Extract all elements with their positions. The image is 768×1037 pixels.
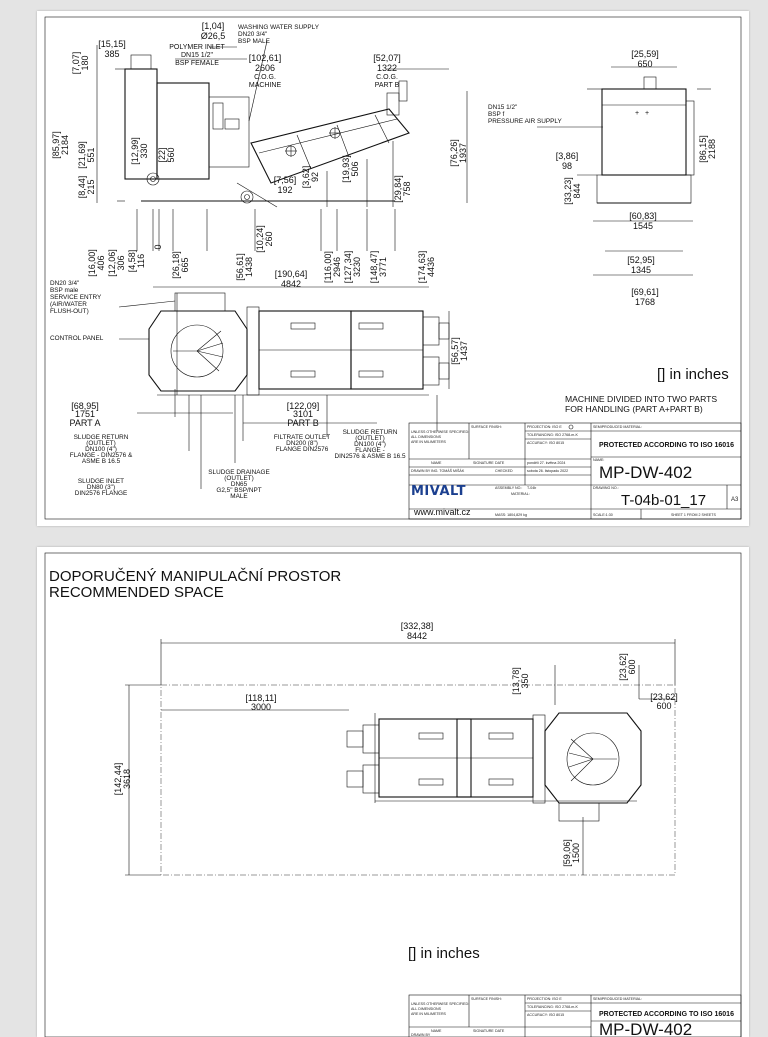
dim-mm: 385 (104, 49, 120, 59)
dim-mm: 2184 (60, 134, 70, 156)
tb-projection: PROJECTION: ISO E (527, 425, 562, 429)
tb-col-sign: SIGNATURE (473, 461, 494, 465)
part-a-label: PART A (69, 418, 101, 428)
service-entry-label: (AIR/WATER (50, 301, 87, 308)
inches-note: [] in inches (657, 366, 729, 383)
tb-col-name: NAME (431, 461, 442, 465)
dim-inch: [190,64] (274, 269, 308, 279)
tb-semiproduced: SEMIPRODUCED MATERIAL: (593, 425, 643, 429)
dim-inch: [15,15] (98, 39, 126, 49)
sludge-return-b-label: (OUTLET) (355, 435, 385, 442)
dim-inch: [10,24] (255, 225, 265, 253)
dim-zero: 0 (153, 244, 163, 250)
drawing-name-2: MP-DW-402 (599, 1020, 693, 1037)
dim-inch: [59,06] (562, 839, 572, 867)
tb-checked-date: sobota 26. listopadu 2022 (527, 469, 569, 473)
dim-inch: [56,61] (235, 253, 245, 281)
tb-projection: PROJECTION: ISO E (527, 997, 562, 1001)
dim-mm: 551 (86, 147, 96, 163)
dim-mm: 758 (402, 181, 412, 197)
sludge-return-spec: DN100 (4") (85, 446, 117, 453)
air-supply-spec: DN15 1/2" (488, 104, 518, 111)
dim-inch: [127,34] (343, 250, 353, 284)
filtrate-outlet-spec: DN200 (8") (286, 440, 318, 447)
tb-scale: SCALE:1:30 (593, 513, 613, 517)
dim-inch: [7,07] (71, 51, 81, 75)
tb-tolerance: TOLERANCING: ISO 2768-m-K (527, 433, 578, 437)
dim-mm: 560 (166, 147, 176, 163)
washing-water-spec: BSP MALE (238, 38, 270, 45)
dim-mm: 215 (86, 179, 96, 195)
tb-mass: MASS: 1804,829 kg (495, 513, 527, 517)
dim-inch: [19,93] (341, 155, 351, 183)
dim-mm: 98 (561, 161, 573, 171)
dim-mm: 600 (656, 701, 672, 711)
sheet2-title-cz: DOPORUČENÝ MANIPULAČNÍ PROSTOR (49, 568, 342, 585)
dim-inch: [52,95] (627, 255, 655, 265)
tb-material: MATERIAL: (511, 492, 530, 496)
dim-mm: 4436 (426, 256, 436, 278)
tb-col-sign: SIGNATURE (473, 1029, 494, 1033)
dim-inch: [116,00] (323, 251, 333, 283)
sludge-inlet-label: SLUDGE INLET (77, 478, 125, 485)
tb-accuracy: ACCURACY: ISO 8015 (527, 1013, 565, 1017)
sludge-return-spec: ASME B 16.5 (81, 458, 121, 465)
dim-inch: [26,18] (171, 251, 181, 279)
inches-note-2: [] in inches (408, 945, 480, 962)
tb-semiproduced: SEMIPRODUCED MATERIAL: (593, 997, 643, 1001)
cog-machine-label: C.O.G. (254, 74, 276, 81)
dim-mm: 406 (96, 255, 106, 271)
dim-inch: [33,23] (563, 177, 573, 205)
dim-mm: 1438 (244, 256, 254, 278)
dim-mm: 506 (350, 161, 360, 177)
sludge-drainage-label: (OUTLET) (224, 475, 254, 482)
tb-surface: SURFACE FINISH: (471, 425, 502, 429)
drawing-sheet-1 (37, 11, 749, 526)
dim-inch: [174,63] (417, 250, 427, 284)
dim-mm: 1545 (632, 221, 654, 231)
dim-mm: 3618 (122, 768, 132, 790)
protected-notice: PROTECTED ACCORDING TO ISO 16016 (599, 442, 734, 449)
dim-inch: [22] (157, 147, 167, 163)
air-supply-spec: BSP f (488, 111, 505, 118)
sludge-return-b-label: SLUDGE RETURN (342, 429, 398, 436)
polymer-inlet-spec: BSP FEMALE (175, 60, 219, 67)
machine-plan (347, 713, 641, 821)
technical-drawing-2 (37, 547, 749, 1037)
dim-inch: [118,11] (245, 693, 277, 703)
tb-name-label: NAME: (593, 458, 605, 462)
sheet2-title-en: RECOMMENDED SPACE (49, 584, 224, 601)
dim-mm: 1937 (458, 142, 468, 164)
dim-inch: [68,95] (71, 401, 99, 411)
dim-mm: 3000 (250, 702, 272, 712)
divided-note: MACHINE DIVIDED INTO TWO PARTS (565, 394, 718, 404)
dim-inch: [29,84] (393, 175, 403, 203)
tb-assembly-no: T-04b (527, 486, 537, 490)
dim-inch: [12,06] (107, 249, 117, 277)
sludge-return-b-spec: DIN2576 & ASME B 16.5 (334, 453, 406, 460)
filtrate-outlet-label: FILTRATE OUTLET (273, 434, 331, 441)
tb-surface: SURFACE FINISH: (471, 997, 502, 1001)
dim-inch: [332,38] (400, 621, 434, 631)
dim-mm: 600 (627, 659, 637, 675)
sludge-drainage-spec: DN65 (230, 481, 248, 488)
tb-col-date: DATE (495, 1029, 505, 1033)
dim-inch: [60,83] (629, 211, 657, 221)
dim-inch: [142,44] (113, 762, 123, 796)
dim-inch: [52,07] (373, 53, 401, 63)
dim-mm: 1768 (634, 297, 656, 307)
mivalt-logo: MIVALT (411, 484, 467, 499)
dim-inch: [23,62] (618, 653, 628, 681)
dim-inch: [4,58] (127, 249, 137, 273)
dim-mm: 116 (136, 253, 146, 269)
dim-mm: 2946 (332, 256, 342, 278)
dim-inch: [56,57] (450, 337, 460, 365)
dim-inch: [1,04] (201, 21, 225, 31)
cog-machine-label: MACHINE (248, 82, 282, 89)
dim-inch: [13,78] (511, 667, 521, 695)
dim-mm: 3230 (352, 256, 362, 278)
dim-inch: [102,61] (248, 53, 282, 63)
sludge-return-b-spec: FLANGE - (355, 447, 385, 454)
tb-drawn-date: pondělí 27. května 2024 (527, 461, 566, 465)
service-entry-spec: BSP male (50, 287, 79, 294)
air-supply-label: PRESSURE AIR SUPPLY (488, 118, 562, 125)
dim-inch: [12,99] (130, 137, 140, 165)
divided-note: FOR HANDLING (PART A+PART B) (565, 404, 703, 414)
side-view (97, 41, 467, 251)
dim-inch: [76,26] (449, 139, 459, 167)
washing-water-spec: DN20 3/4" (238, 31, 268, 38)
tb-col-name: NAME (431, 1029, 442, 1033)
dim-mm: 350 (520, 673, 530, 689)
tb-note: UNLESS OTHERWISE SPECIFIED: (411, 1002, 470, 1006)
drawing-number: T-04b-01_17 (621, 492, 707, 509)
dim-mm: 2188 (707, 138, 717, 160)
dim-inch: [23,62] (650, 692, 678, 702)
dim-inch: [3,86] (555, 151, 579, 161)
tb-drawn-by: DRAWN BY (411, 1033, 431, 1037)
dim-inch: [122,09] (286, 401, 320, 411)
dim-mm: 1322 (376, 63, 398, 73)
tb-drawn-by: DRAWN BY (411, 469, 431, 473)
dim-mm: 192 (277, 185, 293, 195)
dim-mm: Ø26,5 (200, 31, 226, 41)
drawing-name: MP-DW-402 (599, 463, 693, 482)
tb-assembly: ASSEMBLY NO.: (495, 486, 523, 490)
dim-mm: 4842 (280, 279, 302, 289)
dim-mm: 306 (116, 255, 126, 271)
end-view (537, 67, 711, 275)
title-block (409, 423, 741, 519)
service-entry-label: SERVICE ENTRY (50, 294, 102, 301)
sludge-return-b-spec: DN100 (4") (354, 441, 386, 448)
sludge-return-label: (OUTLET) (86, 440, 116, 447)
website-link[interactable]: www.mivalt.cz (414, 507, 471, 517)
tb-note: ALL DIMENSIONS (411, 1007, 442, 1011)
dim-mm: 665 (180, 257, 190, 273)
tb-note: ARE IN MILIMETERS (411, 440, 446, 444)
sludge-inlet-spec: DIN2576 FLANGE (74, 490, 128, 497)
washing-water-label: WASHING WATER SUPPLY (238, 24, 319, 31)
dim-inch: [25,59] (631, 49, 659, 59)
dim-inch: [7,56] (273, 175, 297, 185)
dim-mm: 3101 (292, 409, 314, 419)
dim-inch: [21,69] (77, 141, 87, 169)
dim-mm: 1751 (74, 409, 96, 419)
dim-inch: [86,15] (698, 135, 708, 163)
tb-drawing-no-label: DRAWING NO.: (593, 486, 619, 490)
dim-inch: [148,47] (369, 250, 379, 284)
dim-inch: [85,97] (51, 131, 61, 159)
dim-mm: 1345 (630, 265, 652, 275)
tb-sheet: SHEET 1 FROM 2 SHEETS (671, 513, 716, 517)
sludge-inlet-spec: DN80 (3") (86, 484, 116, 491)
dim-mm: 180 (80, 55, 90, 71)
crosshair-icon: + (645, 110, 650, 117)
dim-mm: 1437 (459, 340, 469, 362)
service-entry-spec: DN20 3/4" (50, 280, 80, 287)
dim-mm: 260 (264, 231, 274, 247)
tb-accuracy: ACCURACY: ISO 8015 (527, 441, 565, 445)
filtrate-outlet-spec: FLANGE DIN2576 (275, 446, 329, 453)
sheet-size: A3 (731, 497, 739, 503)
tb-note: UNLESS OTHERWISE SPECIFIED: (411, 430, 470, 434)
sludge-drainage-spec: G2,5" BSP/NPT (216, 487, 262, 494)
part-b-label: PART B (287, 418, 319, 428)
dim-inch: [8,44] (77, 175, 87, 199)
dim-mm: 92 (310, 171, 320, 183)
dim-mm: 330 (139, 143, 149, 159)
tb-tolerance: TOLERANCING: ISO 2768-m-K (527, 1005, 578, 1009)
crosshair-icon: + (635, 110, 640, 117)
protected-notice-2: PROTECTED ACCORDING TO ISO 16016 (599, 1011, 734, 1018)
sludge-return-label: SLUDGE RETURN (73, 434, 129, 441)
dim-inch: [3,62] (301, 165, 311, 189)
tb-note: ALL DIMENSIONS (411, 435, 442, 439)
dim-inch: [69,61] (631, 287, 659, 297)
technical-drawing-1 (37, 11, 749, 526)
sludge-drainage-label: SLUDGE DRAINAGE (208, 469, 270, 476)
drawing-sheet-2 (37, 547, 749, 1037)
dim-mm: 1500 (571, 842, 581, 864)
control-panel-label: CONTROL PANEL (50, 335, 104, 342)
sludge-drainage-spec: MALE (230, 493, 248, 500)
sludge-return-spec: FLANGE - DIN2576 & (69, 452, 133, 459)
title-block-2 (409, 995, 741, 1037)
dim-mm: 844 (572, 183, 582, 199)
dim-mm: 2606 (254, 63, 276, 73)
polymer-inlet-label: POLYMER INLET (169, 44, 225, 51)
dim-mm: 8442 (406, 631, 428, 641)
polymer-inlet-spec: DN15 1/2" (180, 52, 214, 59)
cog-part-b-label: C.O.G. (376, 74, 398, 81)
tb-author: ING. TOMÁŠ MIŠÁK (431, 469, 465, 473)
service-entry-label: FLUSH-OUT) (50, 308, 89, 315)
tb-col-date: DATE (495, 461, 505, 465)
cog-part-b-label: PART B (374, 82, 400, 89)
dim-mm: 3771 (378, 256, 388, 278)
dim-inch: [16,00] (87, 249, 97, 277)
tb-note: ARE IN MILIMETERS (411, 1012, 446, 1016)
dim-mm: 650 (637, 59, 653, 69)
tb-checked: CHECKED (495, 469, 513, 473)
